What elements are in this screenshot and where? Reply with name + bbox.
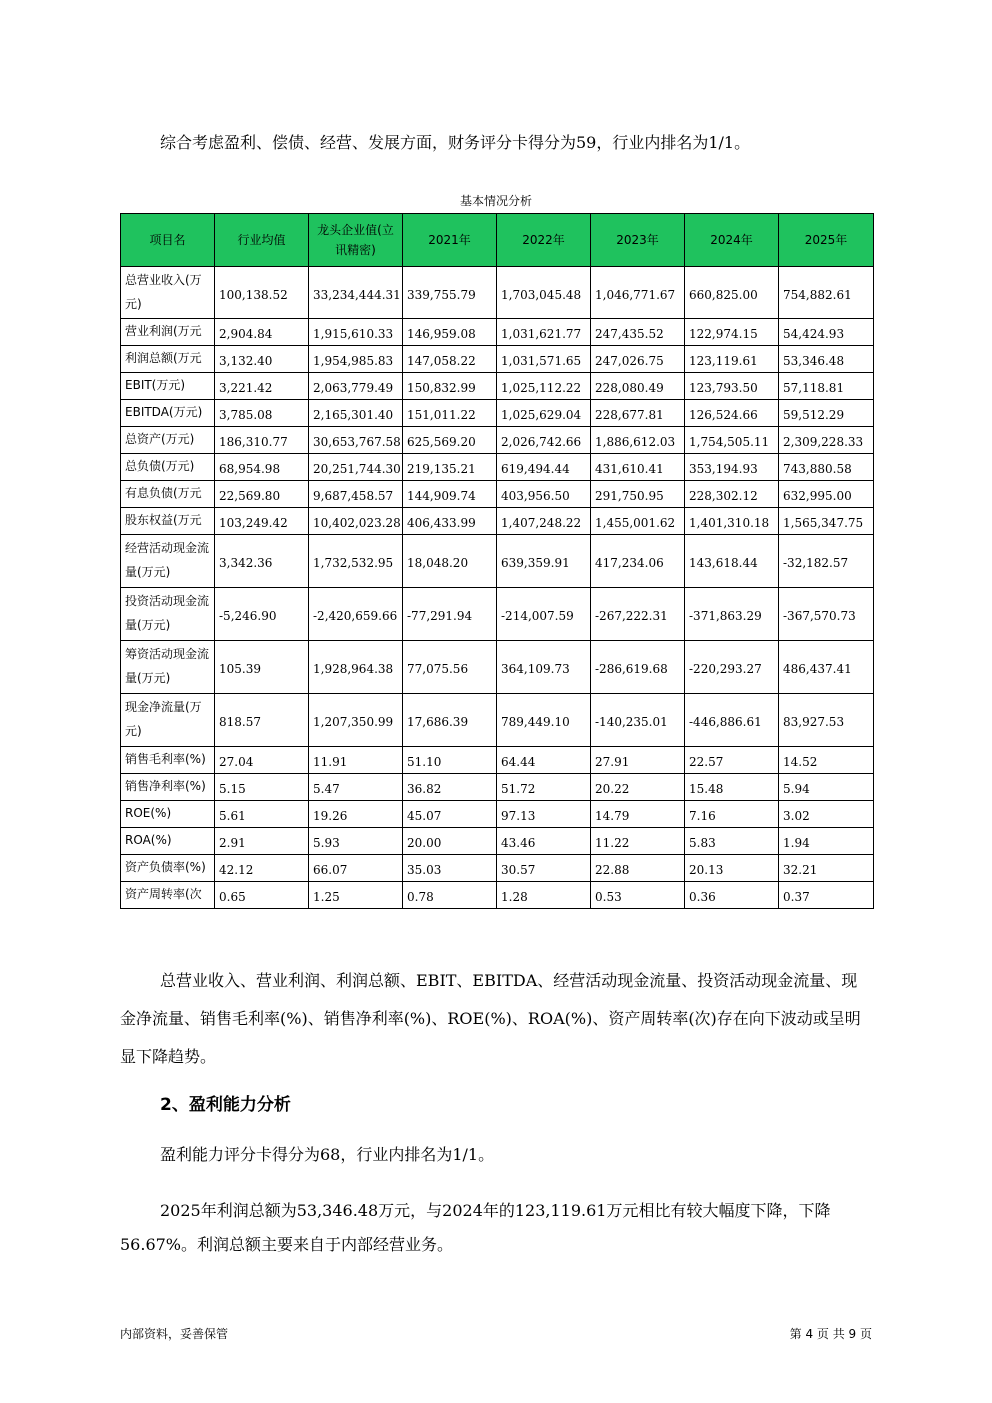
value-cell: -214,007.59 [497, 588, 591, 641]
value-cell: -267,222.31 [591, 588, 685, 641]
value-cell: 1.25 [309, 882, 403, 909]
table-row [121, 319, 874, 346]
header-cell: 项目名 [121, 214, 215, 267]
row-label-cell: 经营活动现金流量(万元) [121, 535, 215, 588]
table-row [121, 508, 874, 535]
value-cell: 219,135.21 [403, 454, 497, 481]
value-cell: 151,011.22 [403, 400, 497, 427]
row-label-cell: 总负债(万元) [121, 454, 215, 481]
value-cell: 3,132.40 [215, 346, 309, 373]
value-cell: 36.82 [403, 774, 497, 801]
value-cell: 35.03 [403, 855, 497, 882]
value-cell: 64.44 [497, 747, 591, 774]
value-cell: 1,031,621.77 [497, 319, 591, 346]
value-cell: 291,750.95 [591, 481, 685, 508]
value-cell: 126,524.66 [685, 400, 779, 427]
value-cell: 77,075.56 [403, 641, 497, 694]
value-cell: 228,302.12 [685, 481, 779, 508]
row-label-cell: 利润总额(万元 [121, 346, 215, 373]
value-cell: 353,194.93 [685, 454, 779, 481]
value-cell: 0.37 [779, 882, 874, 909]
table-caption: 基本情况分析 [459, 194, 532, 208]
value-cell: 66.07 [309, 855, 403, 882]
table-row [121, 747, 874, 774]
value-cell: 632,995.00 [779, 481, 874, 508]
value-cell: 9,687,458.57 [309, 481, 403, 508]
value-cell: 83,927.53 [779, 694, 874, 747]
value-cell: 20.00 [403, 828, 497, 855]
value-cell: 11.22 [591, 828, 685, 855]
value-cell: 123,793.50 [685, 373, 779, 400]
value-cell: 2,165,301.40 [309, 400, 403, 427]
value-cell: 3,342.36 [215, 535, 309, 588]
value-cell: 27.04 [215, 747, 309, 774]
table-row [121, 373, 874, 400]
value-cell: 228,080.49 [591, 373, 685, 400]
value-cell: 22.57 [685, 747, 779, 774]
value-cell: 228,677.81 [591, 400, 685, 427]
value-cell: 5.15 [215, 774, 309, 801]
value-cell: 100,138.52 [215, 267, 309, 319]
row-label-cell: 股东权益(万元 [121, 508, 215, 535]
value-cell: 150,832.99 [403, 373, 497, 400]
value-cell: 660,825.00 [685, 267, 779, 319]
value-cell: 1,407,248.22 [497, 508, 591, 535]
value-cell: 7.16 [685, 801, 779, 828]
value-cell: 743,880.58 [779, 454, 874, 481]
financial-table [120, 213, 874, 909]
value-cell: 417,234.06 [591, 535, 685, 588]
value-cell: 1,565,347.75 [779, 508, 874, 535]
value-cell: 403,956.50 [497, 481, 591, 508]
value-cell: 51.10 [403, 747, 497, 774]
value-cell: 789,449.10 [497, 694, 591, 747]
value-cell: 3,221.42 [215, 373, 309, 400]
row-label-cell: ROA(%) [121, 828, 215, 855]
value-cell: 53,346.48 [779, 346, 874, 373]
value-cell: 30,653,767.58 [309, 427, 403, 454]
value-cell: 818.57 [215, 694, 309, 747]
header-cell: 行业均值 [215, 214, 309, 267]
value-cell: 2,309,228.33 [779, 427, 874, 454]
value-cell: 1,401,310.18 [685, 508, 779, 535]
table-row [121, 588, 874, 641]
value-cell: 14.52 [779, 747, 874, 774]
value-cell: 123,119.61 [685, 346, 779, 373]
value-cell: 22,569.80 [215, 481, 309, 508]
value-cell: 43.46 [497, 828, 591, 855]
value-cell: 1,754,505.11 [685, 427, 779, 454]
table-row [121, 774, 874, 801]
table-row [121, 427, 874, 454]
value-cell: 486,437.41 [779, 641, 874, 694]
value-cell: 364,109.73 [497, 641, 591, 694]
value-cell: 1,954,985.83 [309, 346, 403, 373]
value-cell: 1,031,571.65 [497, 346, 591, 373]
value-cell: 754,882.61 [779, 267, 874, 319]
value-cell: 57,118.81 [779, 373, 874, 400]
value-cell: -5,246.90 [215, 588, 309, 641]
summary-paragraph: 综合考虑盈利、偿债、经营、发展方面，财务评分卡得分为59，行业内排名为1/1。 [160, 133, 751, 152]
value-cell: 59,512.29 [779, 400, 874, 427]
value-cell: 19.26 [309, 801, 403, 828]
value-cell: 11.91 [309, 747, 403, 774]
value-cell: 45.07 [403, 801, 497, 828]
value-cell: 22.88 [591, 855, 685, 882]
value-cell: 247,026.75 [591, 346, 685, 373]
trend-paragraph: 总营业收入、营业利润、利润总额、EBIT、EBITDA、经营活动现金流量、投资活动现金流量、现金净流量、销售毛利率(%)、销售净利率(%)、ROE(%)、ROA(%)、资产周转率(次)存在向下波动或呈明显下降趋势。 [120, 971, 861, 1066]
row-label-cell: ROE(%) [121, 801, 215, 828]
value-cell: 1,046,771.67 [591, 267, 685, 319]
value-cell: 2.91 [215, 828, 309, 855]
value-cell: -446,886.61 [685, 694, 779, 747]
value-cell: 146,959.08 [403, 319, 497, 346]
value-cell: 5.93 [309, 828, 403, 855]
value-cell: 5.61 [215, 801, 309, 828]
value-cell: 18,048.20 [403, 535, 497, 588]
table-row [121, 694, 874, 747]
table-row [121, 346, 874, 373]
table-row [121, 454, 874, 481]
value-cell: 1,025,629.04 [497, 400, 591, 427]
value-cell: 15.48 [685, 774, 779, 801]
row-label-cell: 营业利润(万元 [121, 319, 215, 346]
row-label-cell: 资产负债率(%) [121, 855, 215, 882]
header-cell: 2022年 [497, 214, 591, 267]
table-row [121, 882, 874, 909]
value-cell: 1.28 [497, 882, 591, 909]
header-cell: 2024年 [685, 214, 779, 267]
value-cell: -220,293.27 [685, 641, 779, 694]
value-cell: 10,402,023.28 [309, 508, 403, 535]
value-cell: -2,420,659.66 [309, 588, 403, 641]
profit-score-paragraph: 盈利能力评分卡得分为68，行业内排名为1/1。 [160, 1145, 495, 1164]
value-cell: 3.02 [779, 801, 874, 828]
value-cell: 247,435.52 [591, 319, 685, 346]
value-cell: -77,291.94 [403, 588, 497, 641]
value-cell: 1,732,532.95 [309, 535, 403, 588]
value-cell: 30.57 [497, 855, 591, 882]
value-cell: -140,235.01 [591, 694, 685, 747]
value-cell: 68,954.98 [215, 454, 309, 481]
value-cell: 51.72 [497, 774, 591, 801]
row-label-cell: 销售净利率(%) [121, 774, 215, 801]
row-label-cell: 销售毛利率(%) [121, 747, 215, 774]
value-cell: 144,909.74 [403, 481, 497, 508]
value-cell: 1,703,045.48 [497, 267, 591, 319]
table-row [121, 801, 874, 828]
value-cell: 406,433.99 [403, 508, 497, 535]
value-cell: 54,424.93 [779, 319, 874, 346]
footer-confidential: 内部资料，妥善保管 [120, 1327, 229, 1341]
value-cell: 42.12 [215, 855, 309, 882]
value-cell: 147,058.22 [403, 346, 497, 373]
value-cell: 20.22 [591, 774, 685, 801]
value-cell: 5.47 [309, 774, 403, 801]
header-cell: 2023年 [591, 214, 685, 267]
value-cell: -286,619.68 [591, 641, 685, 694]
value-cell: 1,886,612.03 [591, 427, 685, 454]
value-cell: 1,915,610.33 [309, 319, 403, 346]
value-cell: 186,310.77 [215, 427, 309, 454]
value-cell: 2,026,742.66 [497, 427, 591, 454]
value-cell: -32,182.57 [779, 535, 874, 588]
value-cell: 3,785.08 [215, 400, 309, 427]
value-cell: 5.83 [685, 828, 779, 855]
value-cell: 625,569.20 [403, 427, 497, 454]
value-cell: 105.39 [215, 641, 309, 694]
header-cell: 2021年 [403, 214, 497, 267]
value-cell: 1,025,112.22 [497, 373, 591, 400]
value-cell: 20.13 [685, 855, 779, 882]
row-label-cell: 现金净流量(万元) [121, 694, 215, 747]
value-cell: 2,904.84 [215, 319, 309, 346]
table-row [121, 481, 874, 508]
value-cell: -367,570.73 [779, 588, 874, 641]
value-cell: 103,249.42 [215, 508, 309, 535]
value-cell: 5.94 [779, 774, 874, 801]
value-cell: 20,251,744.30 [309, 454, 403, 481]
row-label-cell: 投资活动现金流量(万元) [121, 588, 215, 641]
table-row [121, 267, 874, 319]
value-cell: 17,686.39 [403, 694, 497, 747]
row-label-cell: EBITDA(万元) [121, 400, 215, 427]
value-cell: 14.79 [591, 801, 685, 828]
value-cell: 2,063,779.49 [309, 373, 403, 400]
value-cell: 619,494.44 [497, 454, 591, 481]
value-cell: 1,928,964.38 [309, 641, 403, 694]
value-cell: 97.13 [497, 801, 591, 828]
profit-total-paragraph: 2025年利润总额为53,346.48万元，与2024年的123,119.61万元相比有较大幅度下降，下降56.67%。利润总额主要来自于内部经营业务。 [120, 1201, 831, 1254]
value-cell: 0.65 [215, 882, 309, 909]
row-label-cell: 资产周转率(次 [121, 882, 215, 909]
value-cell: 339,755.79 [403, 267, 497, 319]
table-row [121, 855, 874, 882]
table-row [121, 535, 874, 588]
value-cell: 143,618.44 [685, 535, 779, 588]
value-cell: 1.94 [779, 828, 874, 855]
value-cell: 431,610.41 [591, 454, 685, 481]
value-cell: 32.21 [779, 855, 874, 882]
row-label-cell: 总资产(万元) [121, 427, 215, 454]
table-header-row [121, 214, 874, 267]
row-label-cell: 筹资活动现金流量(万元) [121, 641, 215, 694]
footer-page-number: 第 4 页 共 9 页 [789, 1327, 872, 1341]
row-label-cell: 总营业收入(万元) [121, 267, 215, 319]
value-cell: 0.53 [591, 882, 685, 909]
value-cell: 0.36 [685, 882, 779, 909]
header-cell: 龙头企业值(立讯精密) [309, 214, 403, 267]
value-cell: -371,863.29 [685, 588, 779, 641]
value-cell: 1,207,350.99 [309, 694, 403, 747]
value-cell: 639,359.91 [497, 535, 591, 588]
value-cell: 1,455,001.62 [591, 508, 685, 535]
header-cell: 2025年 [779, 214, 874, 267]
table-row [121, 641, 874, 694]
value-cell: 122,974.15 [685, 319, 779, 346]
value-cell: 33,234,444.31 [309, 267, 403, 319]
row-label-cell: 有息负债(万元 [121, 481, 215, 508]
value-cell: 27.91 [591, 747, 685, 774]
row-label-cell: EBIT(万元) [121, 373, 215, 400]
table-row [121, 400, 874, 427]
section-heading: 2、盈利能力分析 [160, 1095, 291, 1115]
table-row [121, 828, 874, 855]
value-cell: 0.78 [403, 882, 497, 909]
